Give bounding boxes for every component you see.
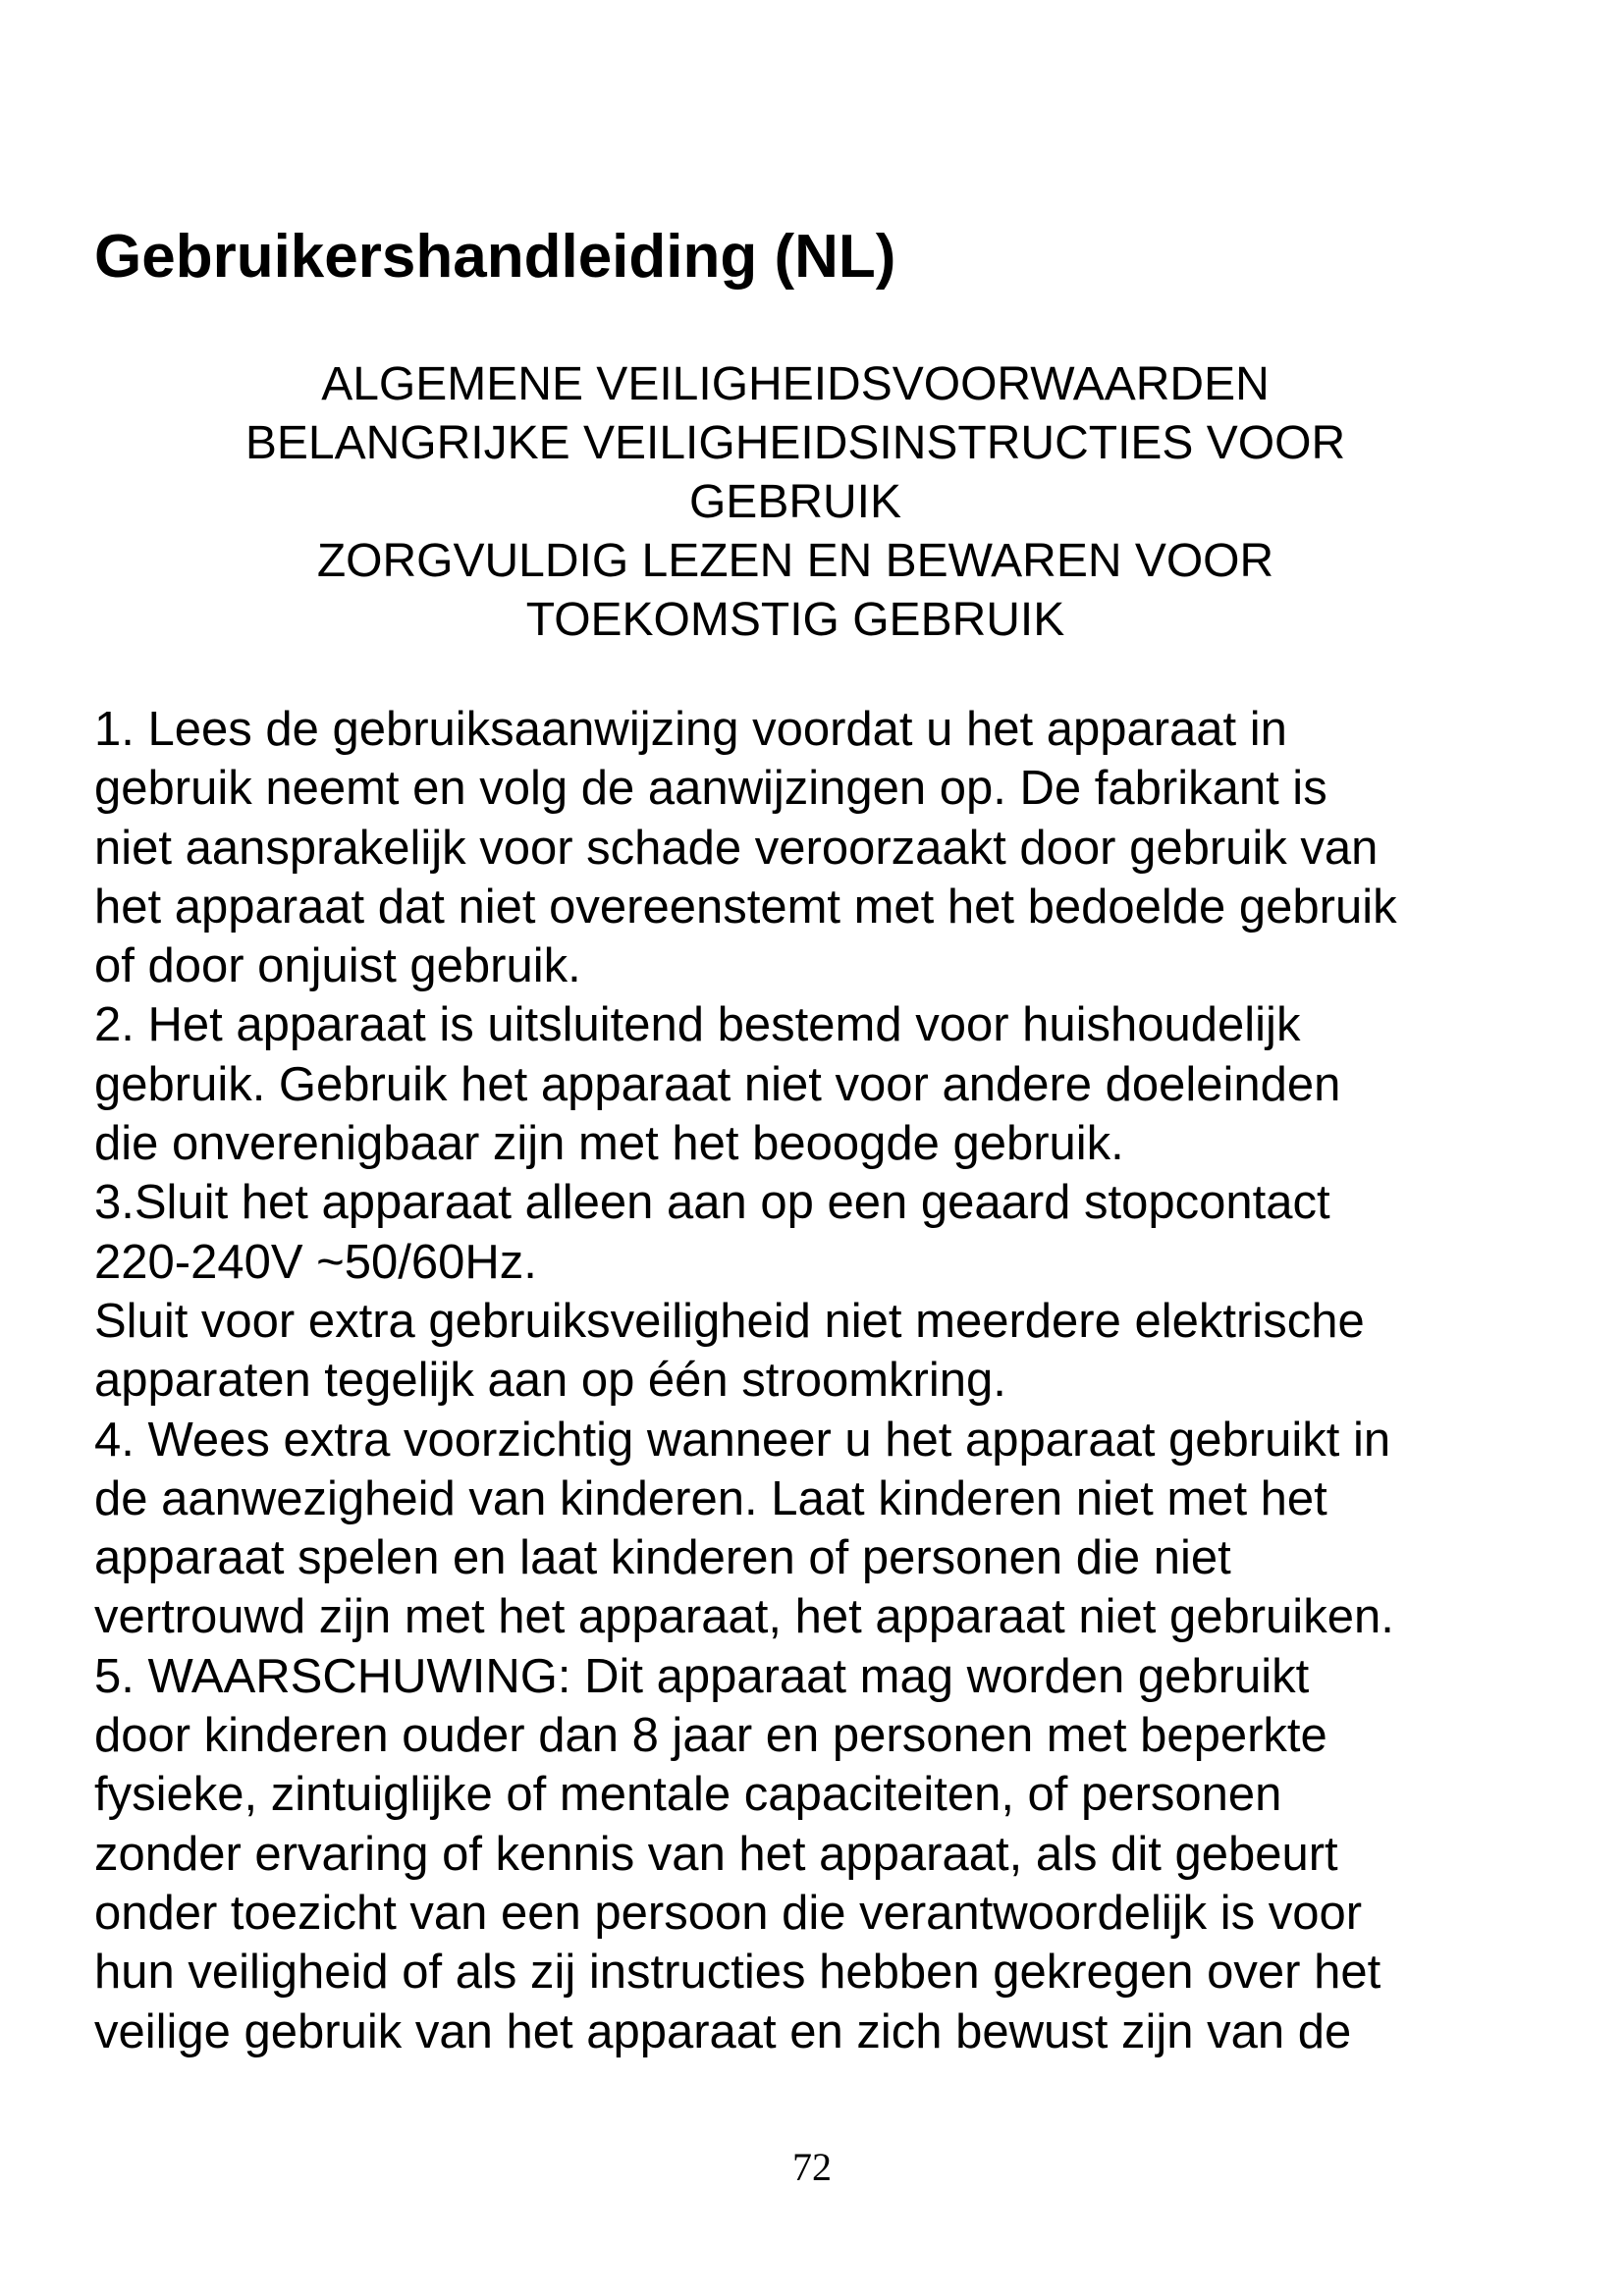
body-line: het apparaat dat niet overeenstemt met het bedoelde gebruik: [94, 880, 1397, 934]
body-line: of door onjuist gebruik.: [94, 939, 581, 993]
instructions-body: [94, 700, 1547, 2061]
body-line: hun veiligheid of als zij instructies hebben gekregen over het: [94, 1946, 1381, 2000]
body-line: Sluit voor extra gebruiksveiligheid niet meerdere elektrische: [94, 1294, 1365, 1348]
body-line: 5. WAARSCHUWING: Dit apparaat mag worden gebruikt: [94, 1649, 1310, 1703]
body-line: 2. Het apparaat is uitsluitend bestemd voor huishoudelijk: [94, 998, 1301, 1052]
subheading-line: TOEKOMSTIG GEBRUIK: [525, 594, 1065, 646]
body-line: niet aansprakelijk voor schade veroorzaakt door gebruik van: [94, 821, 1379, 875]
body-line: 220-240V ~50/60Hz.: [94, 1235, 537, 1289]
body-line: 1. Lees de gebruiksaanwijzing voordat u het apparaat in: [94, 703, 1287, 756]
body-line: 3.Sluit het apparaat alleen aan op een geaard stopcontact: [94, 1176, 1330, 1230]
body-line: door kinderen ouder dan 8 jaar en personen met beperkte: [94, 1709, 1327, 1763]
subheading-line: ZORGVULDIG LEZEN EN BEWAREN VOOR: [316, 535, 1274, 587]
subheading-line: BELANGRIJKE VEILIGHEIDSINSTRUCTIES VOOR: [244, 417, 1346, 469]
body-line: 4. Wees extra voorzichtig wanneer u het apparaat gebruikt in: [94, 1413, 1391, 1467]
body-line: vertrouwd zijn met het apparaat, het apparaat niet gebruiken.: [94, 1590, 1394, 1644]
body-line: veilige gebruik van het apparaat en zich bewust zijn van de: [94, 2004, 1352, 2058]
body-line: gebruik neemt en volg de aanwijzingen op. De fabrikant is: [94, 762, 1327, 816]
body-line: apparaat spelen en laat kinderen of personen die niet: [94, 1531, 1231, 1585]
page-title: Gebruikershandleiding (NL): [94, 223, 896, 291]
page-number: 72: [792, 2145, 832, 2189]
body-line: gebruik. Gebruik het apparaat niet voor andere doeleinden: [94, 1057, 1341, 1111]
subheading-line: ALGEMENE VEILIGHEIDSVOORWAARDEN: [321, 358, 1270, 410]
body-line: de aanwezigheid van kinderen. Laat kinderen niet met het: [94, 1471, 1327, 1525]
safety-heading-block: [118, 355, 1473, 650]
body-line: fysieke, zintuiglijke of mentale capaciteiten, of personen: [94, 1768, 1282, 1822]
body-line: apparaten tegelijk aan op één stroomkring.: [94, 1354, 1006, 1408]
body-line: die onverenigbaar zijn met het beoogde gebruik.: [94, 1117, 1124, 1171]
body-line: onder toezicht van een persoon die verantwoordelijk is voor: [94, 1886, 1363, 1940]
subheading-line: GEBRUIK: [688, 476, 902, 528]
body-line: zonder ervaring of kennis van het apparaat, als dit gebeurt: [94, 1827, 1338, 1881]
